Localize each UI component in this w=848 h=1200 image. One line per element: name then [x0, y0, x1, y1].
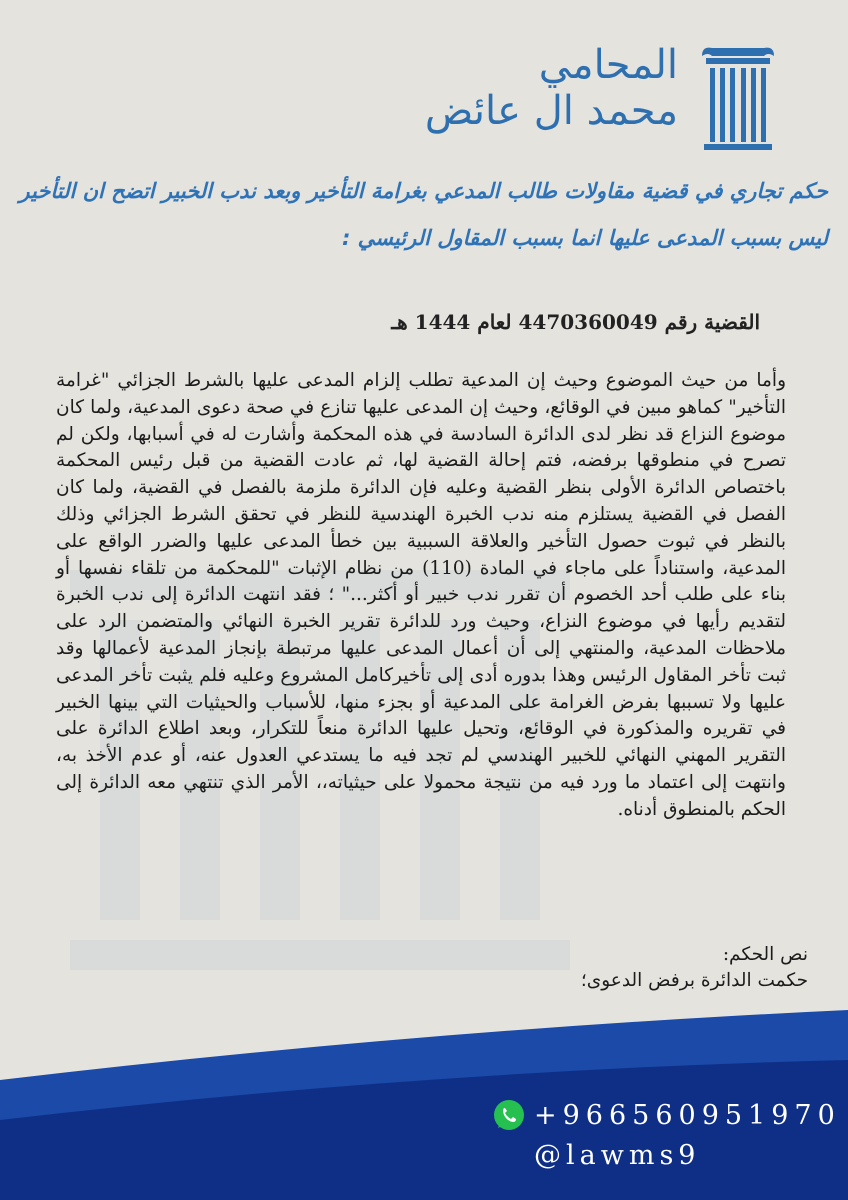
whatsapp-icon[interactable] [492, 1098, 526, 1132]
lawyer-title: المحامي [538, 42, 678, 88]
verdict-text: حكمت الدائرة برفض الدعوى؛ [580, 970, 808, 991]
judgment-body: وأما من حيث الموضوع وحيث إن المدعية تطلب إلزام المدعى عليها بالشرط الجزائي "غرامة التأخير" كماهو مبين في الوقائع، وحيث إن المدعى عليها تنازع في صحة دعوى المدعية، ولما كان موضوع النزاع قد نظر لدى الدائرة السادسة في هذه المحكمة وأشارت له في أسبابها، ولكن لم تصرح في منطوقها برفضه، فتم إحالة القضية لها، ثم عادت القضية من قبل رئيس المحكمة باختصاص الدائرة الأولى بنظر القضية وعليه فإن الدائرة ملزمة بالفصل في القضية، ولما كان الفصل في القضية يستلزم منه ندب الخبرة الهندسية للنظر في تحقق الشرط الجزائي وذلك بالنظر في ثبوت حصول التأخير والعلاقة السببية بين خطأ المدعى عليها والضرر الواقع على المدعية، واستناداً على ماجاء في المادة (110) من نظام الإثبات "للمحكمة من تلقاء نفسها أو بناء على طلب أحد الخصوم أن تقرر ندب خبير أو أكثر..." ؛ فقد انتهت الدائرة إلى ندب الخبرة لتقديم رأيها في موضوع النزاع، وحيث ورد للدائرة تقرير الخبرة النهائي والمتضمن الرد على ملاحظات المدعية، والمنتهي إلى أن أعمال المدعى عليها مرتبطة بإنجاز المدعية لأعمالها وقد ثبت تأخر المقاول الرئيس وهذا بدوره أدى إلى تأخيركامل المشروع وعليه فلم يثبت تأخر المدعى عليها ولا تسببها بفرض الغرامة على المدعية أو بجزء منها، للأسباب والحيثيات التي بينها الخبير في تقريره والمذكورة في الوقائع، وتحيل عليها الدائرة منعاً للتكرار، وبعد اطلاع الدائرة على التقرير المهني النهائي للخبير الهندسي لم تجد فيه ما يستدعي العدول عنه، أو عدم الأخذ به، وانتهت إلى اعتماد ما ورد فيه من نتيجة محمولا على حيثياته،، الأمر الذي تنتهي معه الدائرة إلى الحكم بالمنطوق أدناه. [56, 370, 786, 820]
phone-number[interactable]: +966560951970 [534, 1100, 841, 1131]
pillar-icon [698, 42, 778, 157]
lawyer-name: محمد ال عائض [424, 88, 678, 134]
case-number: القضية رقم 4470360049 لعام 1444 هـ [391, 310, 760, 334]
verdict-title: نص الحكم: [722, 944, 808, 965]
at-sign-icon [500, 1140, 530, 1170]
headline: حكم تجاري في قضية مقاولات طالب المدعي بغرامة التأخير وبعد ندب الخبير اتضح ان التأخير ليس بسبب المدعى عليها انما بسبب المقاول الرئيسي : [19, 179, 828, 250]
social-handle[interactable]: @lawms9 [534, 1140, 701, 1171]
